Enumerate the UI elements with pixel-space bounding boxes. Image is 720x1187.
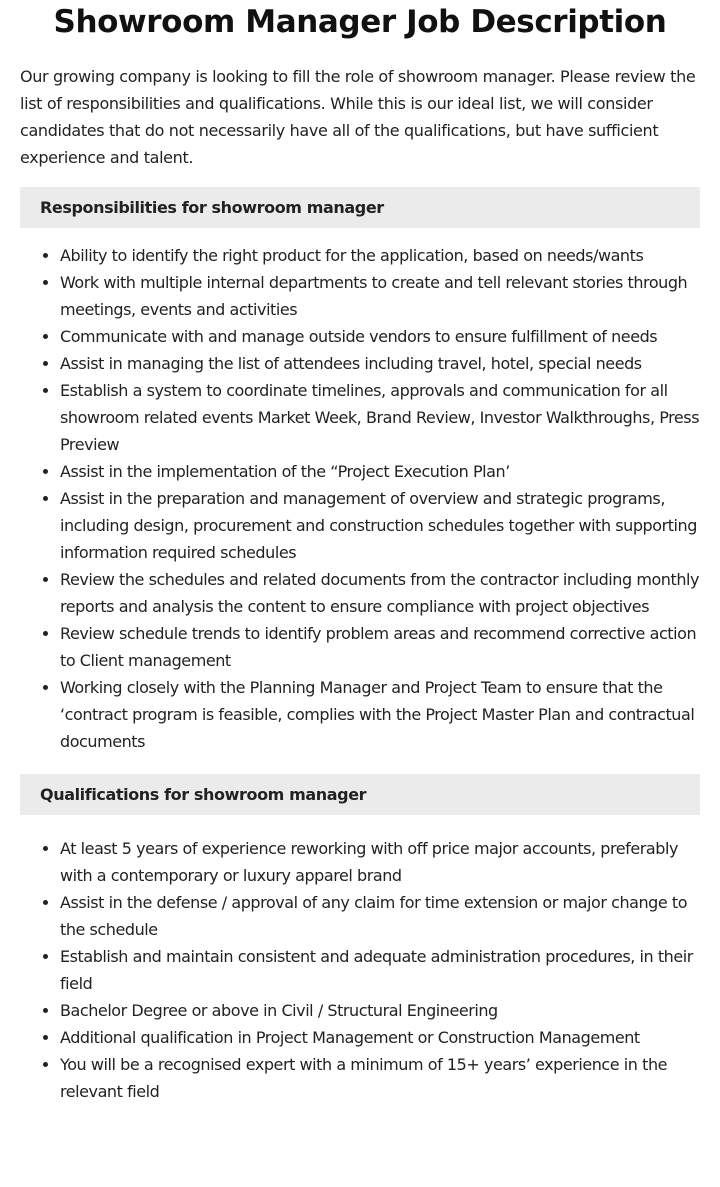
list-item-text: Bachelor Degree or above in Civil / Structural Engineering xyxy=(60,1001,498,1020)
bullet-icon xyxy=(43,1008,48,1013)
list-item xyxy=(20,377,700,458)
list-item-text: Working closely with the Planning Manager and Project Team to ensure that the ‘contract program is feasible, complies with the Project Master Plan and contractual documents xyxy=(60,678,695,751)
bullet-icon xyxy=(43,954,48,959)
list-item xyxy=(20,242,700,269)
bullet-icon xyxy=(43,496,48,501)
responsibilities-list xyxy=(20,242,700,755)
list-item xyxy=(20,943,700,997)
list-item-text: Assist in the defense / approval of any claim for time extension or major change to the schedule xyxy=(60,893,688,939)
list-item-text: Additional qualification in Project Management or Construction Management xyxy=(60,1028,640,1047)
list-item-text: Establish a system to coordinate timelines, approvals and communication for all showroom related events Market Week, Brand Review, Investor Walkthroughs, Press Preview xyxy=(60,381,700,454)
bullet-icon xyxy=(43,334,48,339)
bullet-icon xyxy=(43,900,48,905)
bullet-icon xyxy=(43,577,48,582)
list-item-text: Work with multiple internal departments to create and tell relevant stories through meetings, events and activities xyxy=(60,273,688,319)
bullet-icon xyxy=(43,280,48,285)
list-item xyxy=(20,997,700,1024)
list-item-text: Establish and maintain consistent and adequate administration procedures, in their field xyxy=(60,947,693,993)
bullet-icon xyxy=(43,846,48,851)
list-item xyxy=(20,835,700,889)
list-item-text: Communicate with and manage outside vendors to ensure fulfillment of needs xyxy=(60,327,658,346)
intro-paragraph: Our growing company is looking to fill the role of showroom manager. Please review the list of responsibilities and qualifications. While this is our ideal list, we will consider candidates that do not necessarily have all of the qualifications, but have sufficient experience and talent. xyxy=(20,67,696,167)
list-item-text: Review the schedules and related documents from the contractor including monthly reports and analysis the content to ensure compliance with project objectives xyxy=(60,570,700,616)
list-item xyxy=(20,323,700,350)
bullet-icon xyxy=(43,1035,48,1040)
list-item-text: You will be a recognised expert with a minimum of 15+ years’ experience in the relevant field xyxy=(60,1055,668,1101)
list-item-text: Assist in the implementation of the “Project Execution Plan’ xyxy=(60,462,510,481)
bullet-icon xyxy=(43,469,48,474)
bullet-icon xyxy=(43,361,48,366)
bullet-icon xyxy=(43,685,48,690)
list-item-text: Ability to identify the right product for the application, based on needs/wants xyxy=(60,246,644,265)
list-item xyxy=(20,1024,700,1051)
qualifications-list xyxy=(20,835,700,1105)
list-item xyxy=(20,1051,700,1105)
responsibilities-heading: Responsibilities for showroom manager xyxy=(20,187,700,228)
bullet-icon xyxy=(43,631,48,636)
page-title: Showroom Manager Job Description xyxy=(53,4,667,40)
list-item xyxy=(20,674,700,755)
list-item-text: Assist in managing the list of attendees including travel, hotel, special needs xyxy=(60,354,642,373)
list-item xyxy=(20,269,700,323)
list-item xyxy=(20,350,700,377)
qualifications-heading: Qualifications for showroom manager xyxy=(20,774,700,815)
list-item xyxy=(20,458,700,485)
list-item xyxy=(20,889,700,943)
bullet-icon xyxy=(43,253,48,258)
list-item xyxy=(20,566,700,620)
list-item-text: At least 5 years of experience reworking with off price major accounts, preferably with a contemporary or luxury apparel brand xyxy=(60,839,678,885)
list-item xyxy=(20,620,700,674)
bullet-icon xyxy=(43,388,48,393)
bullet-icon xyxy=(43,1062,48,1067)
list-item-text: Assist in the preparation and management of overview and strategic programs, including design, procurement and construction schedules together with supporting information required schedules xyxy=(60,489,697,562)
list-item xyxy=(20,485,700,566)
list-item-text: Review schedule trends to identify problem areas and recommend corrective action to Client management xyxy=(60,624,697,670)
